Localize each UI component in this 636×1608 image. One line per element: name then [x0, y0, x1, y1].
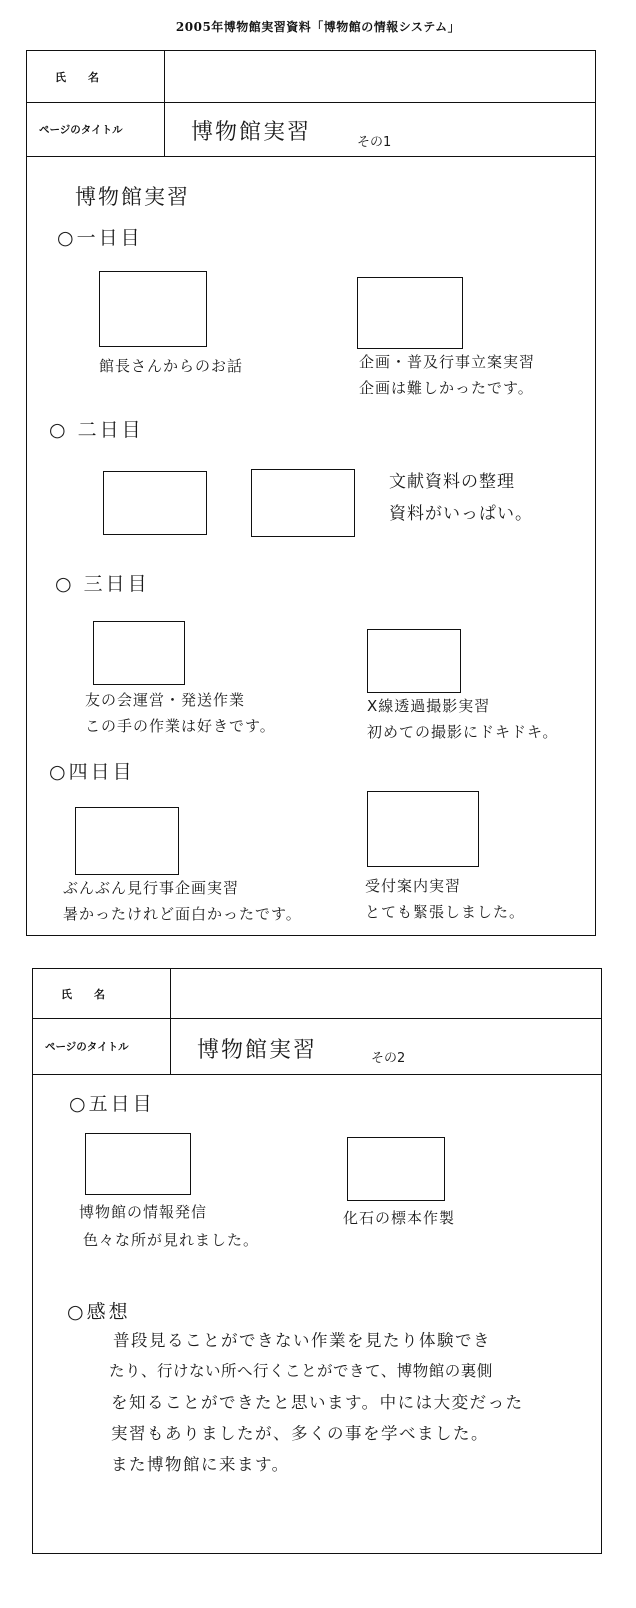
photo-placeholder-day1-a — [99, 271, 207, 347]
name-field — [165, 51, 595, 102]
page-title-subtitle: その1 — [357, 135, 392, 150]
caption-day2-line2: 資料がいっぱい。 — [389, 504, 533, 524]
caption-day4-b-line1: 受付案内実習 — [365, 877, 462, 895]
caption-day5-a-line1: 博物館の情報発信 — [79, 1203, 208, 1221]
impression-text — [109, 1325, 526, 1480]
content-heading: 博物館実習 — [75, 185, 190, 209]
page-title-subtitle-2: その2 — [371, 1051, 406, 1066]
page-title-label-2: ページのタイトル — [33, 1019, 171, 1074]
day-5-label: ○五日目 — [69, 1093, 155, 1115]
page-title-field — [165, 103, 595, 156]
impression-line: また博物館に来ます。 — [111, 1455, 290, 1474]
page-title-field-2 — [171, 1019, 601, 1074]
photo-placeholder-day5-b — [347, 1137, 445, 1201]
name-label-2: 氏 名 — [33, 969, 171, 1018]
page-title-text: 博物館実習 — [191, 120, 312, 145]
caption-day3-a-line1: 友の会運営・発送作業 — [85, 691, 246, 709]
caption-day2-line1: 文献資料の整理 — [389, 472, 515, 492]
worksheet-page-2 — [32, 968, 602, 1554]
impression-line: を知ることができたと思います。中には大変だった — [111, 1393, 524, 1412]
page-title-row — [27, 103, 595, 157]
name-row-2 — [33, 969, 601, 1019]
caption-day3-b-line1: X線透過撮影実習 — [367, 697, 491, 715]
photo-placeholder-day2-b — [251, 469, 355, 537]
photo-placeholder-day1-b — [357, 277, 463, 349]
impression-line: 普段見ることができない作業を見たり体験でき — [113, 1331, 491, 1350]
page-title-text-2: 博物館実習 — [197, 1038, 318, 1063]
caption-day4-b-line2: とても緊張しました。 — [365, 903, 526, 921]
photo-placeholder-day5-a — [85, 1133, 191, 1195]
impression-line: 実習もありましたが、多くの事を学べました。 — [111, 1424, 489, 1443]
page-title-row-2 — [33, 1019, 601, 1075]
document-header: 2005年博物館実習資料「博物館の情報システム」 — [175, 20, 461, 34]
caption-day5-b: 化石の標本作製 — [343, 1209, 456, 1227]
caption-day3-b-line2: 初めての撮影にドキドキ。 — [367, 723, 559, 741]
day-4-label: ○四日目 — [49, 761, 135, 783]
caption-day1-b-line1: 企画・普及行事立案実習 — [359, 353, 536, 371]
photo-placeholder-day2-a — [103, 471, 207, 535]
photo-placeholder-day4-a — [75, 807, 179, 875]
caption-day1-b-line2: 企画は難しかったです。 — [359, 379, 534, 397]
impression-label: ○感想 — [67, 1301, 131, 1323]
photo-placeholder-day3-b — [367, 629, 461, 693]
day-1-label: ○一日目 — [57, 227, 143, 249]
caption-day4-a-line2: 暑かったけれど面白かったです。 — [63, 905, 302, 923]
impression-line: たり、行けない所へ行くことができて、博物館の裏側 — [109, 1362, 493, 1380]
photo-placeholder-day4-b — [367, 791, 479, 867]
caption-day5-a-line2: 色々な所が見れました。 — [83, 1231, 260, 1249]
caption-day4-a-line1: ぶんぶん見行事企画実習 — [63, 879, 240, 897]
day-3-label: ○ 三日目 — [55, 573, 150, 595]
caption-day1-a: 館長さんからのお話 — [99, 357, 244, 375]
worksheet-page-1 — [26, 50, 596, 936]
photo-placeholder-day3-a — [93, 621, 185, 685]
name-field-2 — [171, 969, 601, 1018]
name-row — [27, 51, 595, 103]
page-title-label: ページのタイトル — [27, 103, 165, 156]
day-2-label: ○ 二日目 — [49, 419, 144, 441]
caption-day3-a-line2: この手の作業は好きです。 — [85, 717, 276, 735]
name-label: 氏 名 — [27, 51, 165, 102]
